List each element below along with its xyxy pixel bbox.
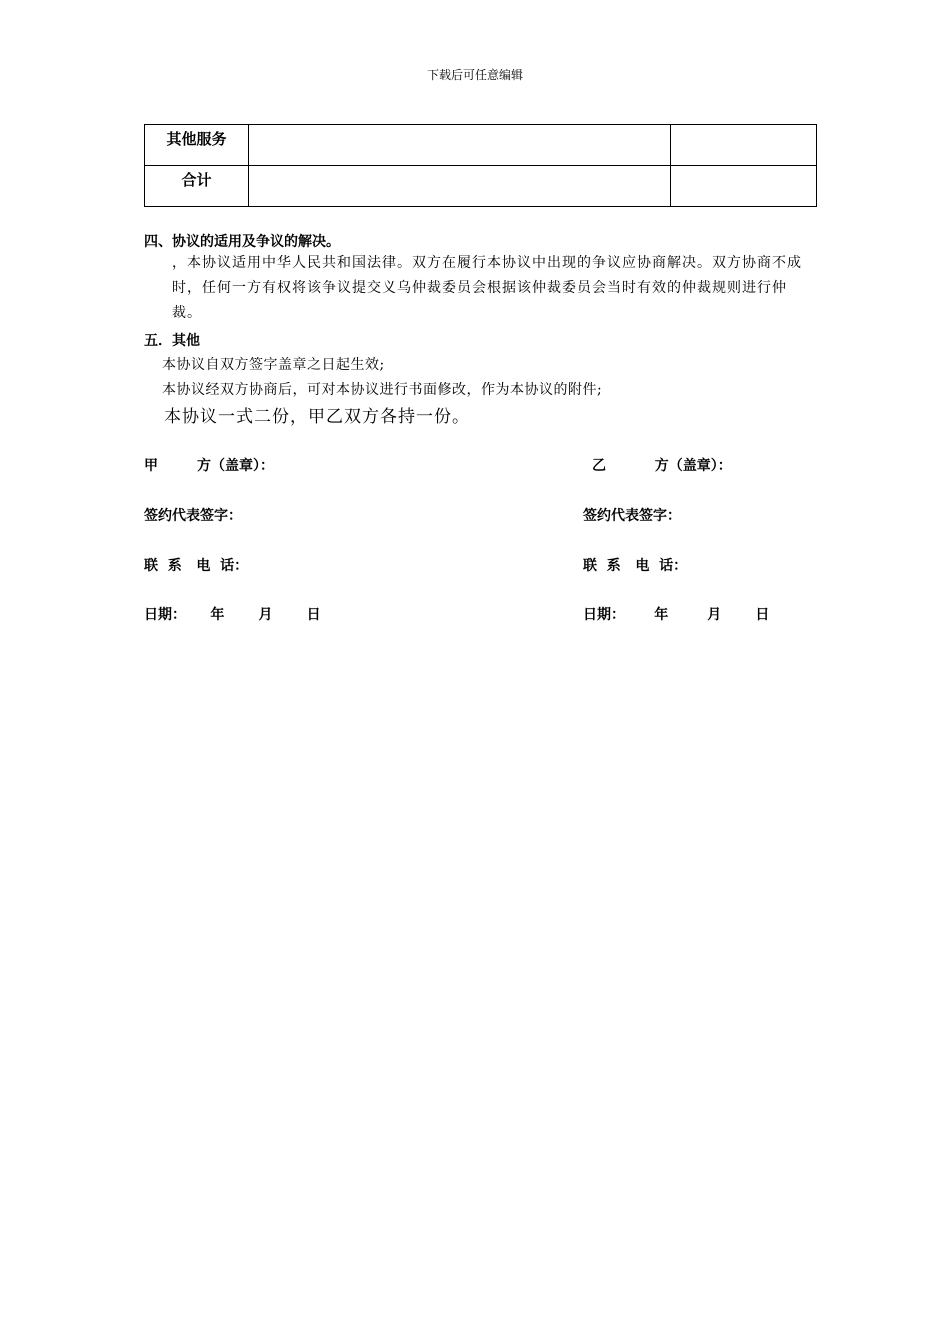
table-row [145,125,817,166]
section-5-title: 五．其他 [144,333,200,349]
table-row [145,166,817,207]
section-5-line-2: 本协议经双方协商后，可对本协议进行书面修改，作为本协议的附件; [162,382,603,398]
row-amount-cell [671,125,817,166]
row-amount-cell [671,166,817,207]
party-b-date-label: 日期： 年 月 日 [583,607,770,623]
row-label-other-services: 其他服务 [145,125,249,166]
header-note: 下载后可任意编辑 [426,68,523,82]
section-5-line-3: 本协议一式二份，甲乙双方各持一份。 [164,407,470,427]
party-b-phone-label: 联 系 电 话： [583,558,688,574]
party-a-seal-label: 甲 方（盖章）： [144,458,274,474]
row-label-total: 合计 [145,166,249,207]
party-b-rep-signature-label: 签约代表签字： [583,508,681,524]
section-4-title: 四、协议的适用及争议的解决。 [144,234,340,250]
section-5-line-1: 本协议自双方签字盖章之日起生效; [162,357,385,373]
party-a-phone-label: 联 系 电 话： [144,558,249,574]
fee-table [144,124,817,207]
section-4-body: ，本协议适用中华人民共和国法律。双方在履行本协议中出现的争议应协商解决。双方协商不成时，任何一方有权将该争议提交义乌仲裁委员会根据该仲裁委员会当时有效的仲裁规则进行仲裁。 [172,255,802,321]
party-a-rep-signature-label: 签约代表签字： [144,508,242,524]
party-a-date-label: 日期： 年 月 日 [144,607,321,623]
row-content-cell [249,166,671,207]
row-content-cell [249,125,671,166]
party-b-seal-label: 乙 方（盖章）： [592,458,732,474]
